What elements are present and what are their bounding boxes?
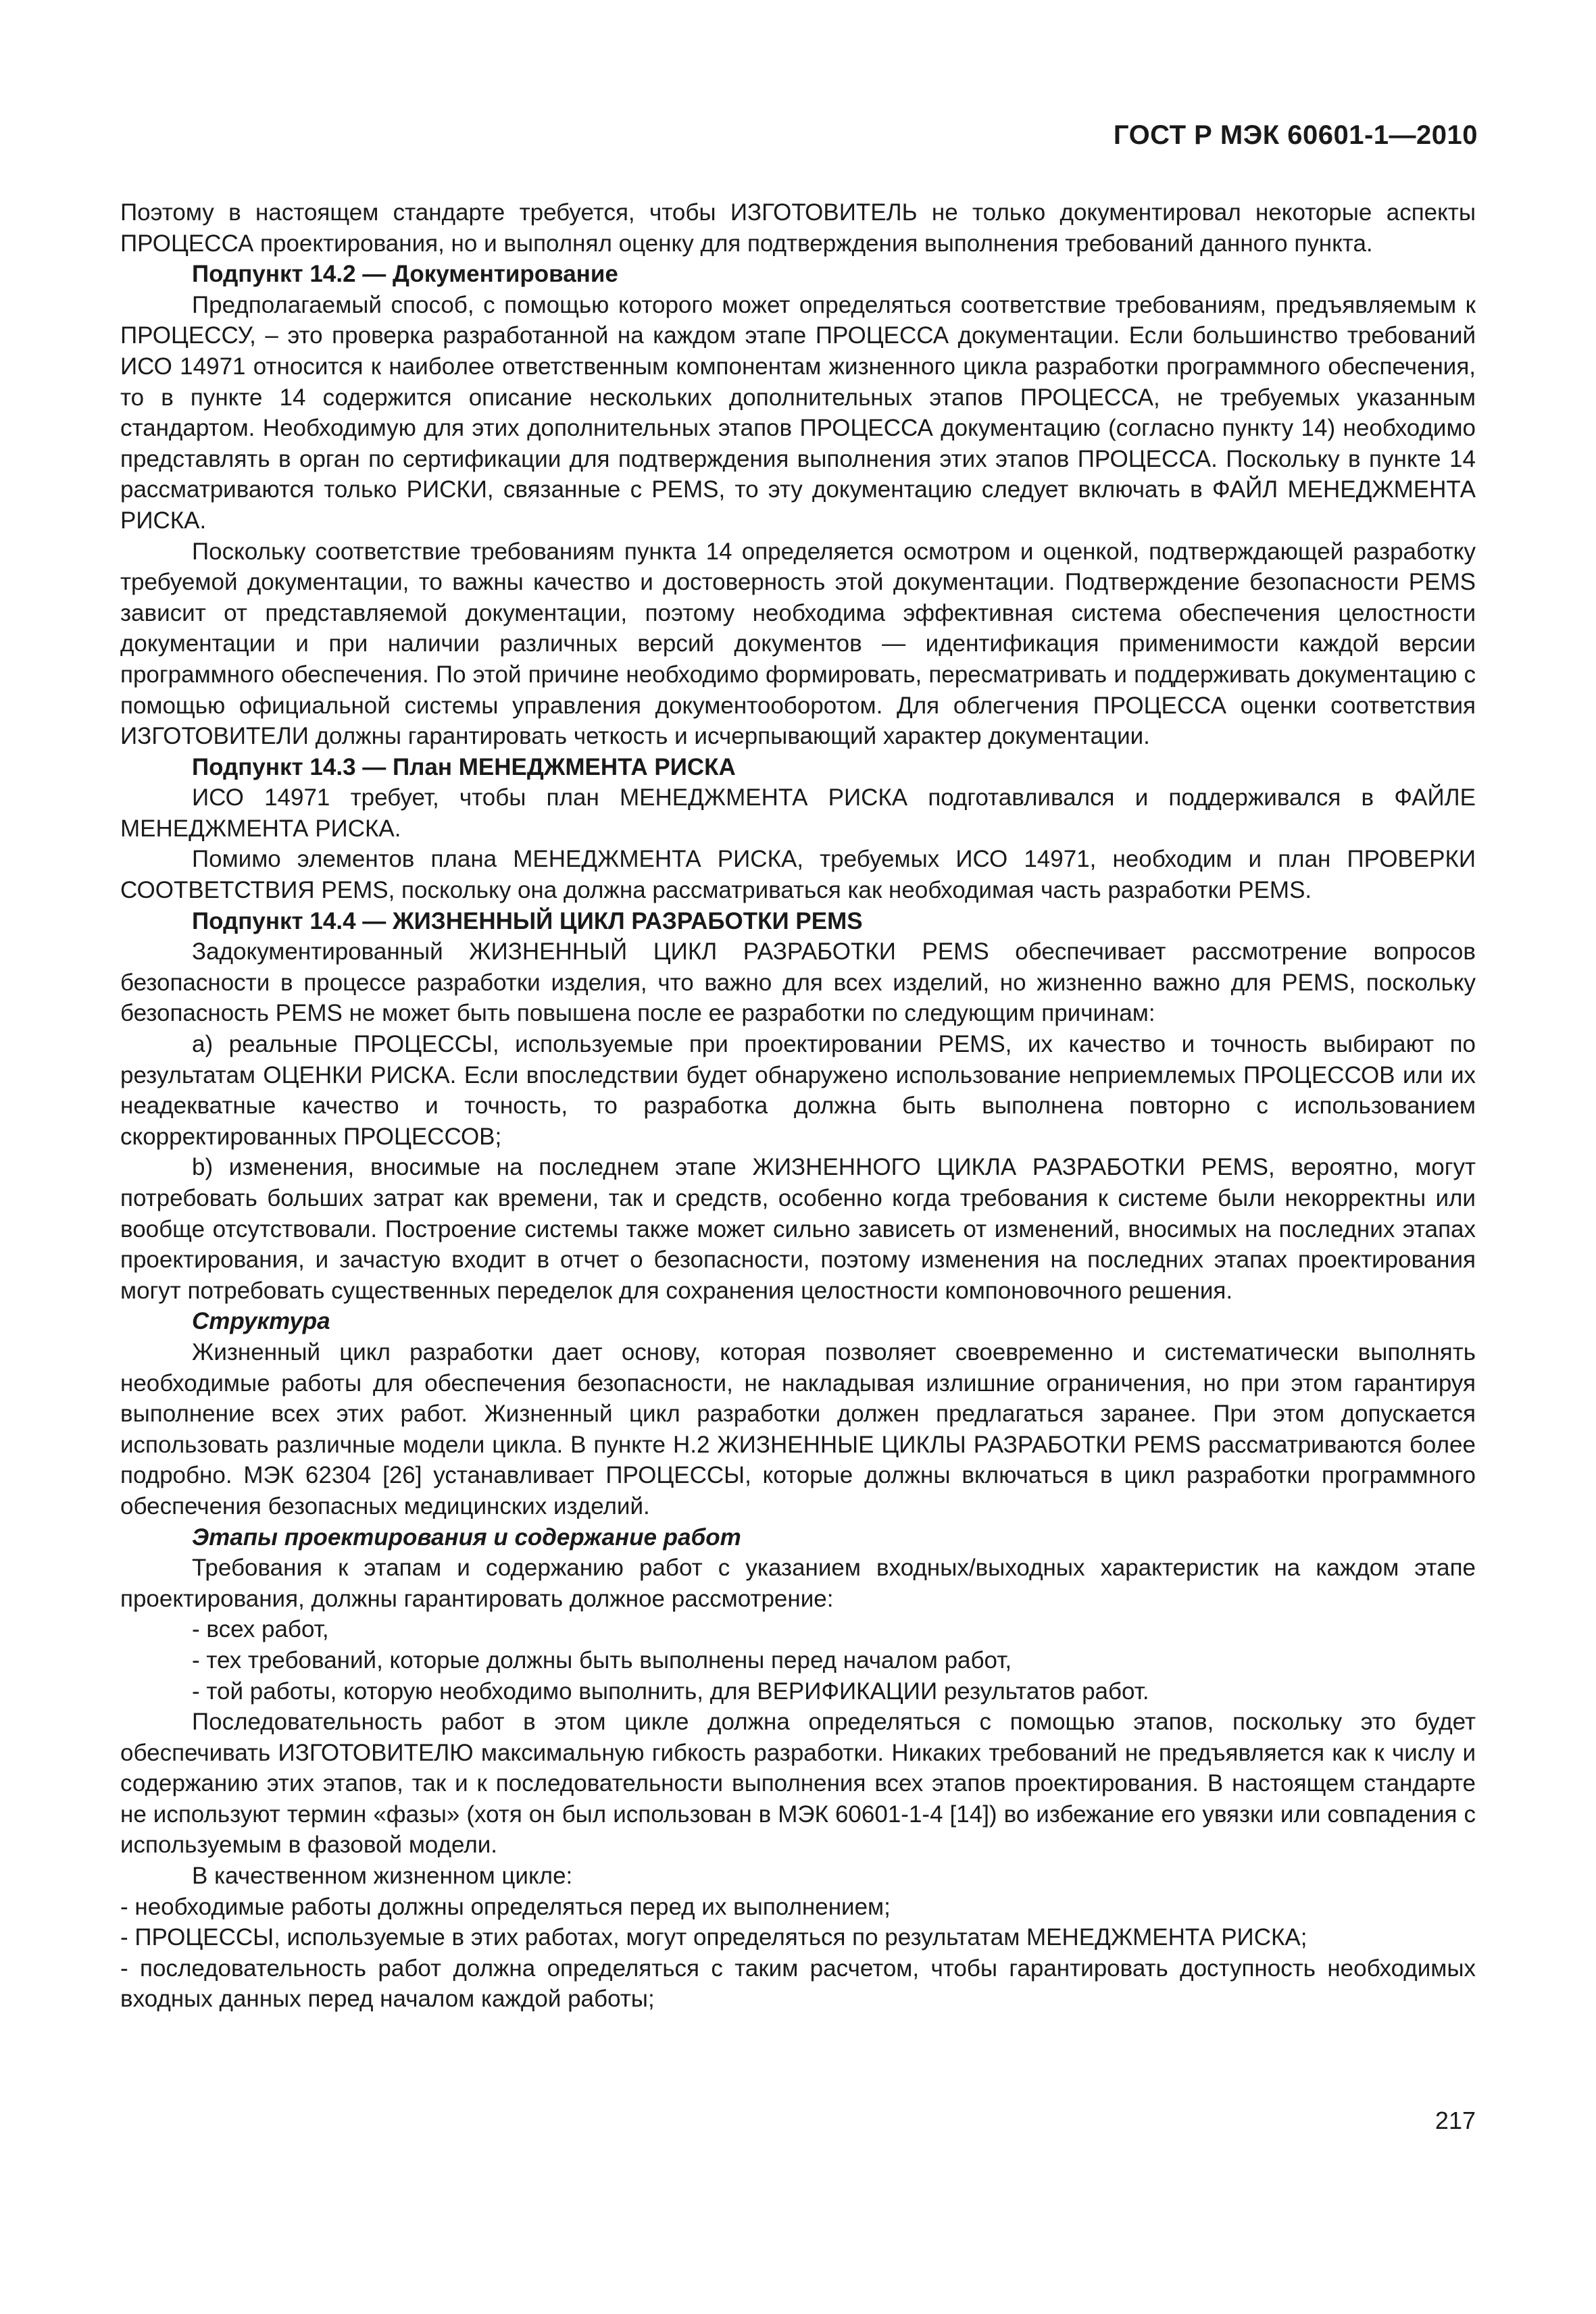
list-item: - ПРОЦЕССЫ, используемые в этих работах, могут определяться по результатам МЕНЕДЖМЕНТА РИСКА; [120, 1924, 1307, 1951]
paragraph: Предполагаемый способ, с помощью которого может определяться соответствие требованиям, предъявляемым к ПРОЦЕССУ, – это проверка разработанной на каждом этапе ПРОЦЕССА документации. Если большинство требований ИСО 14971 относится к наиболее ответственным компонентам жизненного цикла разработки программного обеспечения, то в пункте 14 содержится описание нескольких дополнительных этапов ПРОЦЕССА, не требуемых указанным стандартом. Необходимую для этих дополнительных этапов ПРОЦЕССА документацию (согласно пункту 14) необходимо представлять в орган по сертификации для подтверждения выполнения этих этапов ПРОЦЕССА. Поскольку в пункте 14 рассматриваются только РИСКИ, связанные с PEMS, то эту документацию следует включать в ФАЙЛ МЕНЕДЖМЕНТА РИСКА. [120, 291, 1476, 534]
section-heading: Этапы проектирования и содержание работ [192, 1524, 741, 1551]
paragraph: В качественном жизненном цикле: [192, 1863, 573, 1890]
list-item: b) изменения, вносимые на последнем этапе ЖИЗНЕННОГО ЦИКЛА РАЗРАБОТКИ PEMS, вероятно, могут потребовать больших затрат как времени, так и средств, особенно когда требования к системе были некорректны или вообще отсутствовали. Построение системы также может сильно зависеть от изменений, вносимых на последних этапах проектирования, и зачастую входит в отчет о безопасности, поэтому изменения на последних этапах проектирования могут потребовать существенных переделок для сохранения целостности компоновочного решения. [120, 1154, 1476, 1304]
paragraph: Помимо элементов плана МЕНЕДЖМЕНТА РИСКА, требуемых ИСО 14971, необходим и план ПРОВЕРКИ СООТВЕТСТВИЯ PEMS, поскольку она должна рассматриваться как необходимая часть разработки PEMS. [120, 846, 1476, 904]
paragraph: Жизненный цикл разработки дает основу, которая позволяет своевременно и систематически выполнять необходимые работы для обеспечения безопасности, не накладывая излишние ограничения, но при этом гарантируя выполнение всех этих работ. Жизненный цикл разработки должен предлагаться заранее. При этом допускается использовать различные модели цикла. В пункте Н.2 ЖИЗНЕННЫЕ ЦИКЛЫ РАЗРАБОТКИ PEMS рассматриваются более подробно. МЭК 62304 [26] устанавливает ПРОЦЕССЫ, которые должны включаться в цикл разработки программного обеспечения безопасных медицинских изделий. [120, 1338, 1476, 1519]
paragraph: Требования к этапам и содержанию работ с указанием входных/выходных характеристик на каждом этапе проектирования, должны гарантировать должное рассмотрение: [120, 1555, 1476, 1612]
subclause-heading: Подпункт 14.4 — ЖИЗНЕННЫЙ ЦИКЛ РАЗРАБОТКИ PEMS [192, 907, 863, 934]
paragraph: Задокументированный ЖИЗНЕННЫЙ ЦИКЛ РАЗРАБОТКИ PEMS обеспечивает рассмотрение вопросов безопасности в процессе разработки изделия, что важно для всех изделий, но жизненно важно для PEMS, поскольку безопасность PEMS не может быть повышена после ее разработки по следующим причинам: [120, 938, 1476, 1027]
paragraph: Поскольку соответствие требованиям пункта 14 определяется осмотром и оценкой, подтверждающей разработку требуемой документации, то важны качество и достоверность этой документации. Подтверждение безопасности PEMS зависит от представляемой документации, поэтому необходима эффективная система обеспечения целостности документации и при наличии различных версий документов — идентификация применимости каждой версии программного обеспечения. По этой причине необходимо формировать, пересматривать и поддерживать документацию с помощью официальной системы управления документооборотом. Для облегчения ПРОЦЕССА оценки соответствия ИЗГОТОВИТЕЛИ должны гарантировать четкость и исчерпывающий характер документации. [120, 538, 1476, 750]
list-item: - тех требований, которые должны быть выполнены перед началом работ, [192, 1646, 1012, 1674]
list-item: - всех работ, [192, 1616, 329, 1643]
list-item: а) реальные ПРОЦЕССЫ, используемые при проектировании PEMS, их качество и точность выбирают по результатам ОЦЕНКИ РИСКА. Если впоследствии будет обнаружено использование неприемлемых ПРОЦЕССОВ или их неадекватные качество и точность, то разработка должна быть выполнена повторно с использованием скорректированных ПРОЦЕССОВ; [120, 1031, 1476, 1150]
page-body [120, 197, 1476, 2015]
subclause-heading: Подпункт 14.2 — Документирование [192, 261, 618, 288]
paragraph: ИСО 14971 требует, чтобы план МЕНЕДЖМЕНТА РИСКА подготавливался и поддерживался в ФАЙЛЕ МЕНЕДЖМЕНТА РИСКА. [120, 784, 1476, 842]
subclause-heading: Подпункт 14.3 — План МЕНЕДЖМЕНТА РИСКА [192, 753, 736, 780]
list-item: - той работы, которую необходимо выполнить, для ВЕРИФИКАЦИИ результатов работ. [192, 1678, 1149, 1705]
paragraph: Последовательность работ в этом цикле должна определяться с помощью этапов, поскольку это будет обеспечивать ИЗГОТОВИТЕЛЮ максимальную гибкость разработки. Никаких требований не предъявляется как к числу и содержанию этих этапов, так и к последовательности выполнения всех этапов проектирования. В настоящем стандарте не используют термин «фазы» (хотя он был использован в МЭК 60601-1-4 [14]) во избежание его увязки или совпадения с используемым в фазовой модели. [120, 1709, 1476, 1859]
paragraph: Поэтому в настоящем стандарте требуется, чтобы ИЗГОТОВИТЕЛЬ не только документировал некоторые аспекты ПРОЦЕССА проектирования, но и выполнял оценку для подтверждения выполнения требований данного пункта. [120, 199, 1476, 257]
section-heading: Структура [192, 1308, 330, 1335]
standard-designation: ГОСТ Р МЭК 60601-1—2010 [1113, 120, 1478, 150]
page-number: 217 [1435, 2107, 1476, 2134]
list-item: - последовательность работ должна определяться с таким расчетом, чтобы гарантировать доступность необходимых входных данных перед началом каждой работы; [120, 1955, 1476, 2013]
list-item: - необходимые работы должны определяться перед их выполнением; [120, 1893, 891, 1920]
